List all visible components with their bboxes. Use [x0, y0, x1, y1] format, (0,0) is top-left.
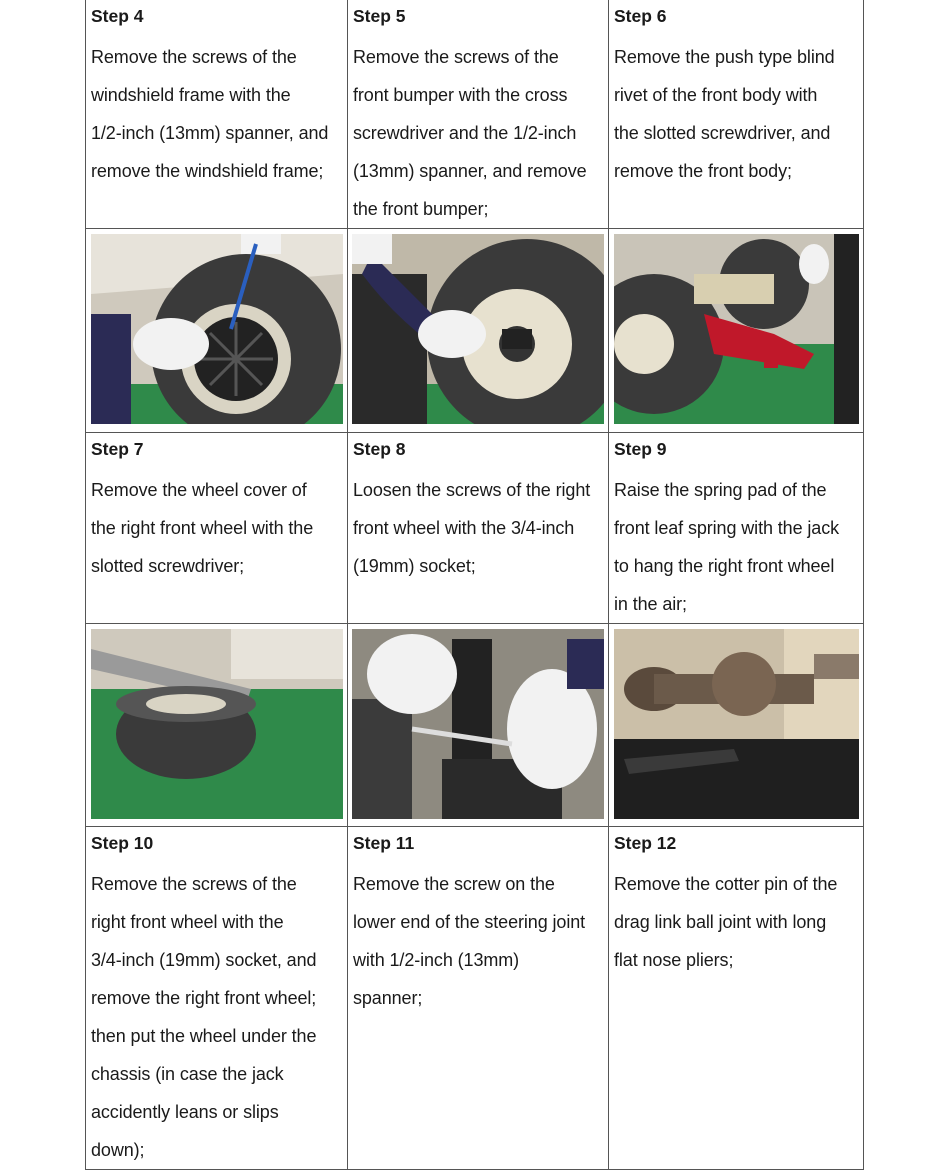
- step-11-cell: [348, 827, 609, 1170]
- step-7-cell: [86, 433, 348, 624]
- step-text: Remove the screw on the lower end of the steering joint with 1/2-inch (13mm) spanner;: [353, 874, 586, 1008]
- step-text: Remove the wheel cover of the right front wheel with the slotted screwdriver;: [91, 480, 314, 576]
- step-title: Step 7: [91, 439, 144, 459]
- photo-cell: [609, 229, 864, 433]
- step-title: Step 6: [614, 6, 667, 26]
- step-text: Loosen the screws of the right front wheel with the 3/4-inch (19mm) socket;: [353, 480, 591, 576]
- photo-cotter-pin: [614, 629, 859, 819]
- step-title: Step 5: [353, 6, 406, 26]
- step-8-cell: [348, 433, 609, 624]
- step-title: Step 8: [353, 439, 406, 459]
- step-title: Step 12: [614, 833, 677, 853]
- step-12-cell: [609, 827, 864, 1170]
- photo-wheel-cover-removal: [91, 234, 343, 424]
- steps-table: [85, 0, 864, 1170]
- photo-cell: [609, 624, 864, 827]
- photo-loosen-wheel-screws: [352, 234, 604, 424]
- step-text: Remove the screws of the right front wheel with the 3/4-inch (19mm) socket, and remove the right front wheel; then put the wheel under the chassis (in case the jack accidently leans or slips down);: [91, 874, 317, 1160]
- step-title: Step 4: [91, 6, 144, 26]
- photo-cell: [348, 624, 609, 827]
- step-title: Step 9: [614, 439, 667, 459]
- photo-cell: [348, 229, 609, 433]
- step-4-cell: [86, 0, 348, 229]
- step-title: Step 11: [353, 833, 415, 853]
- photo-steering-joint: [352, 629, 604, 819]
- step-text: Remove the screws of the windshield frame with the 1/2-inch (13mm) spanner, and remove the windshield frame;: [91, 47, 329, 181]
- photo-cell: [86, 229, 348, 433]
- photo-cell: [86, 624, 348, 827]
- step-text: Raise the spring pad of the front leaf spring with the jack to hang the right front wheel in the air;: [614, 480, 840, 614]
- photo-jack-raising: [614, 234, 859, 424]
- step-text: Remove the push type blind rivet of the front body with the slotted screwdriver, and remove the front body;: [614, 47, 835, 181]
- step-5-cell: [348, 0, 609, 229]
- step-title: Step 10: [91, 833, 154, 853]
- step-text: Remove the cotter pin of the drag link ball joint with long flat nose pliers;: [614, 874, 838, 970]
- photo-wheel-under-chassis: [91, 629, 343, 819]
- step-text: Remove the screws of the front bumper with the cross screwdriver and the 1/2-inch (13mm) spanner, and remove the front bumper;: [353, 47, 587, 219]
- step-9-cell: [609, 433, 864, 624]
- step-6-cell: [609, 0, 864, 229]
- step-10-cell: [86, 827, 348, 1170]
